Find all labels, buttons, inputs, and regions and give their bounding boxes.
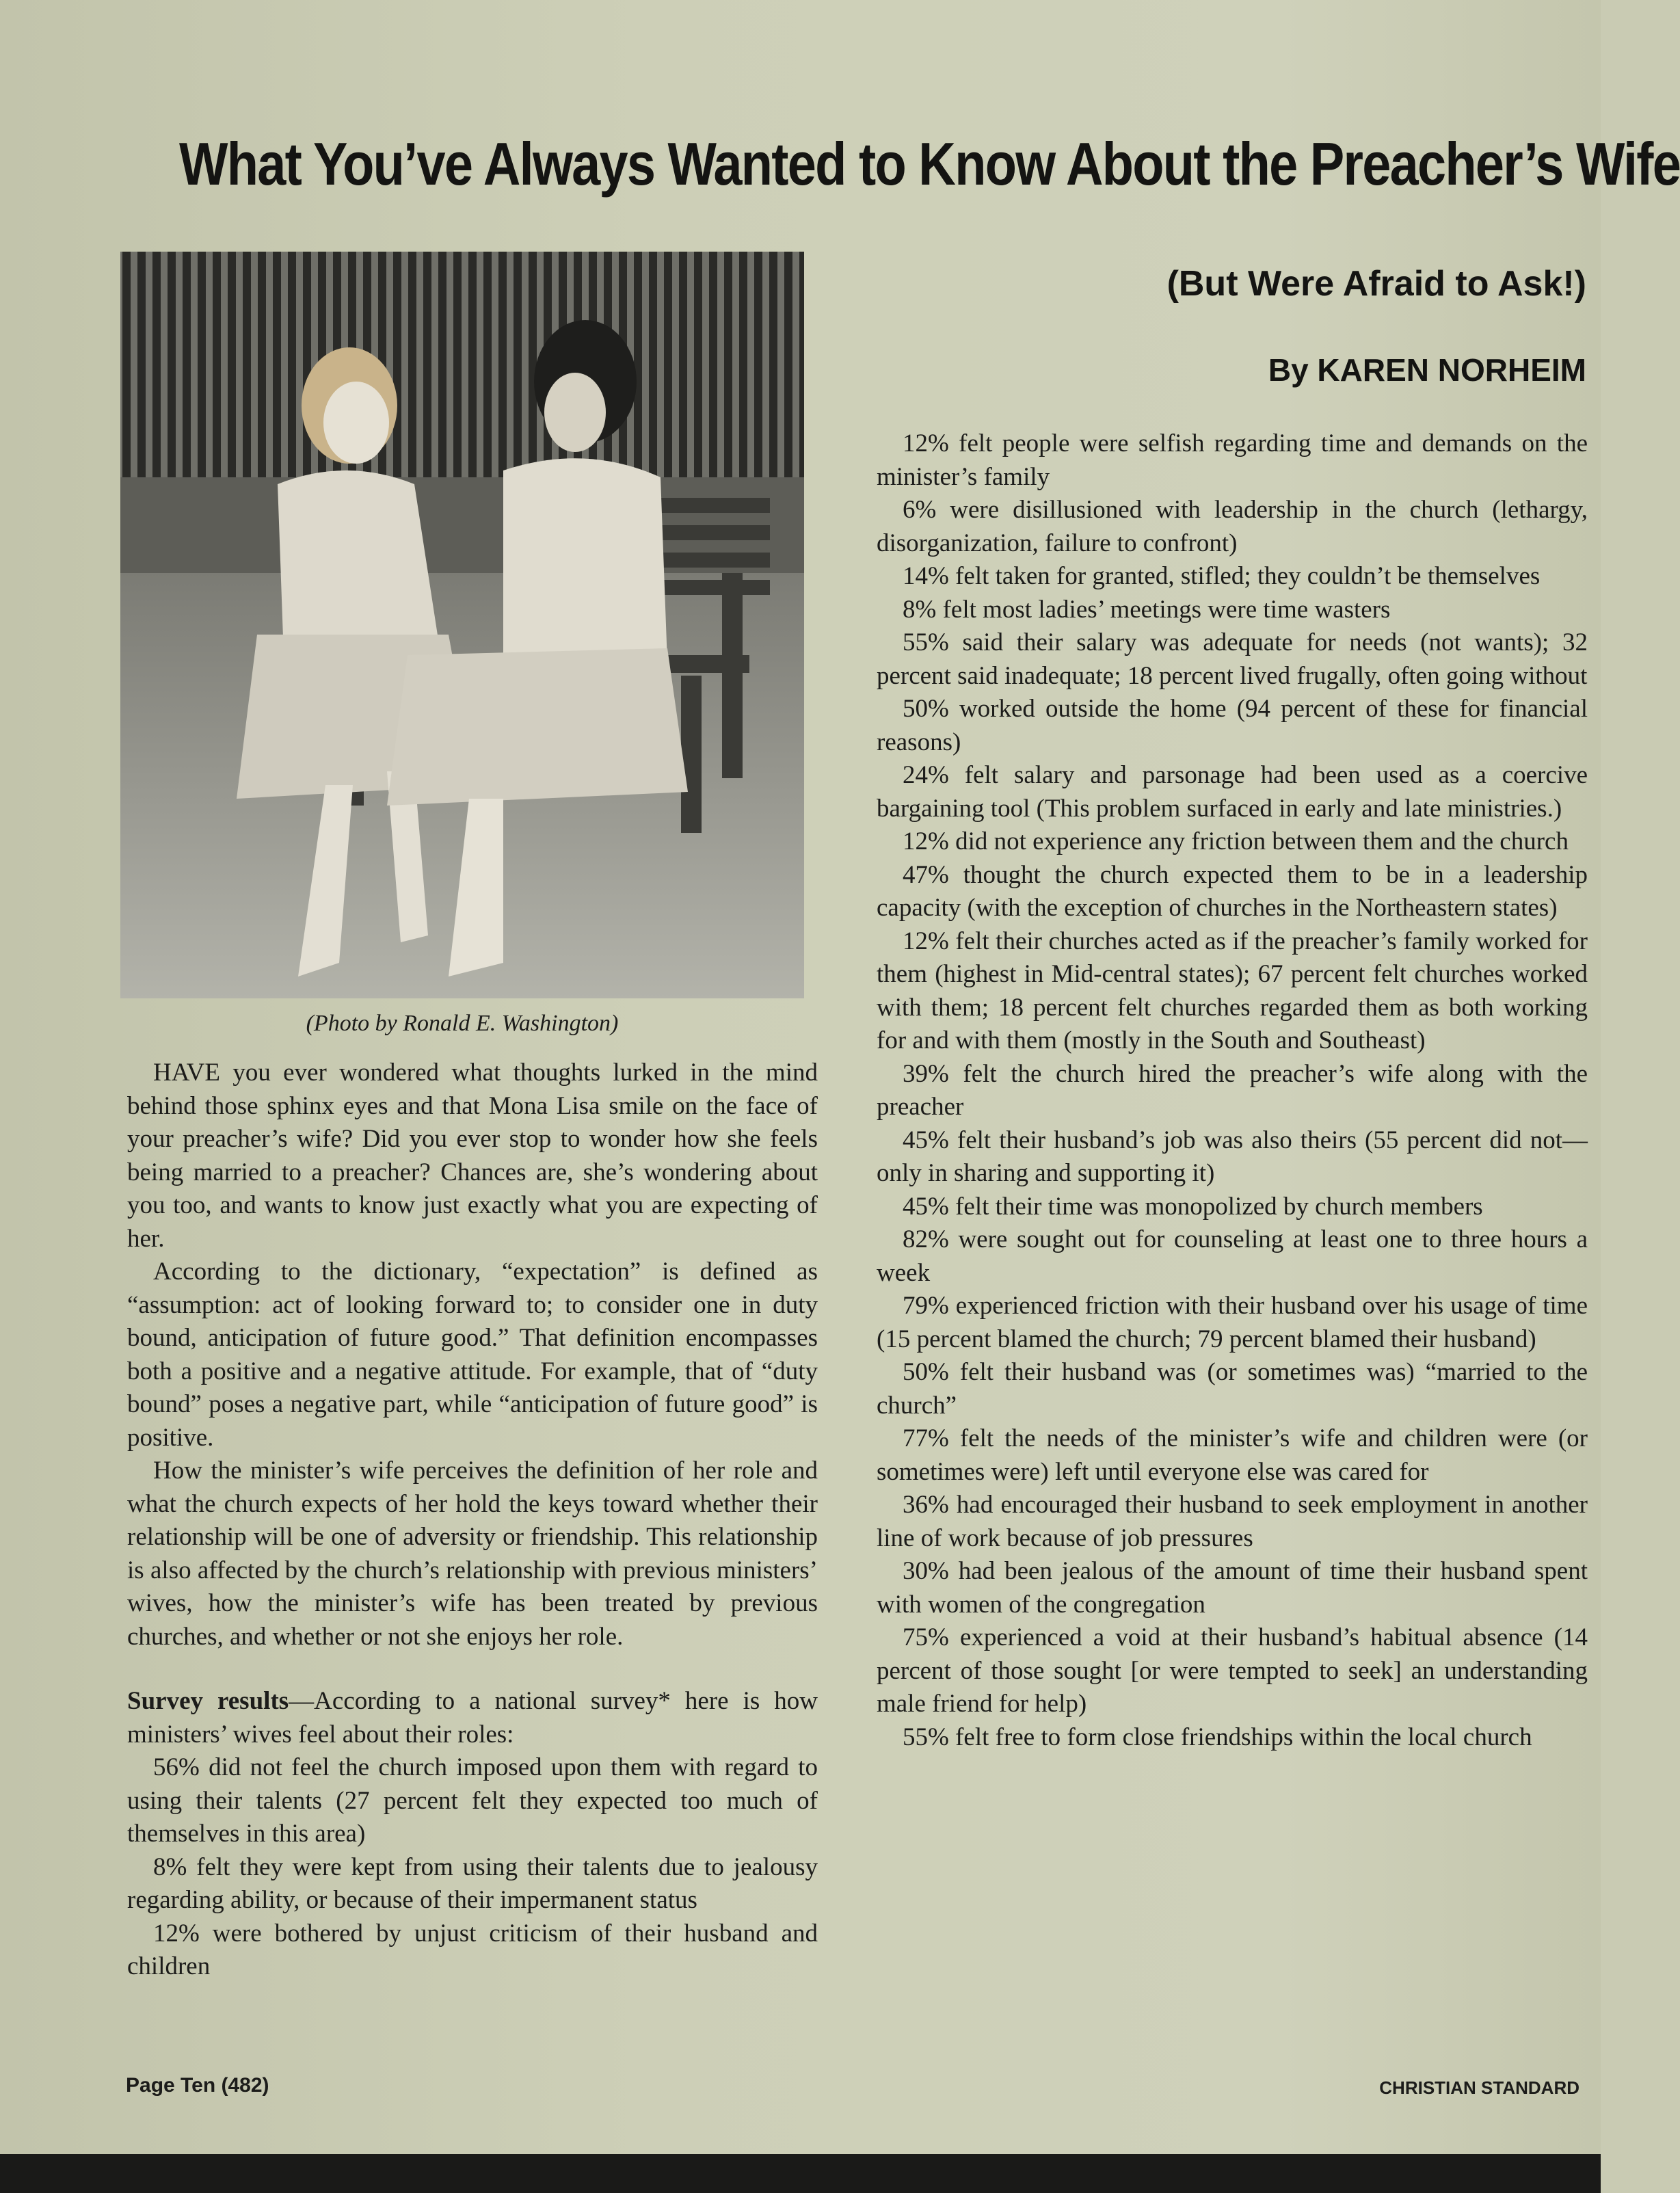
survey-intro-text: —According to a national survey* here is how ministers’ wives feel about their roles: bbox=[127, 1687, 818, 1749]
survey-item: 82% were sought out for counseling at least one to three hours a week bbox=[877, 1225, 1588, 1287]
article-byline: By KAREN NORHEIM bbox=[1268, 352, 1586, 388]
survey-item: 12% felt people were selfish regarding time and demands on the minister’s family bbox=[877, 429, 1588, 491]
relationship-paragraph: How the minister’s wife perceives the definition of her role and what the church expects of her hold the keys toward whether their relationship will be one of adversity or friendship. This relationship is also affected by the church’s relationship with previous ministers’ wives, how the minister’s wife has been treated by previous churches, and whether or not she enjoys her role. bbox=[127, 1457, 818, 1651]
left-column bbox=[127, 1056, 818, 1984]
publication-name: CHRISTIAN STANDARD bbox=[1379, 2077, 1579, 2098]
survey-item: 77% felt the needs of the minister’s wife and children were (or sometimes were) left until everyone else was cared for bbox=[877, 1424, 1588, 1486]
survey-item: 39% felt the church hired the preacher’s wife along with the preacher bbox=[877, 1059, 1588, 1121]
survey-item: 30% had been jealous of the amount of time their husband spent with women of the congregation bbox=[877, 1557, 1588, 1619]
article-photo bbox=[120, 252, 804, 998]
photo-caption: (Photo by Ronald E. Washington) bbox=[306, 1011, 619, 1036]
survey-item: 12% felt their churches acted as if the preacher’s family worked for them (highest in Mid-central states); 67 percent felt churches worked with them; 18 percent felt churches regarded them as both working for and with them (mostly in the South and Southeast) bbox=[877, 927, 1588, 1054]
survey-item: 55% felt free to form close friendships within the local church bbox=[903, 1723, 1532, 1751]
survey-item: 45% felt their time was monopolized by church members bbox=[903, 1192, 1483, 1221]
survey-item: 47% thought the church expected them to be in a leadership capacity (with the exception of churches in the Northeastern states) bbox=[877, 860, 1588, 922]
survey-item: 50% felt their husband was (or sometimes was) “married to the church” bbox=[877, 1358, 1588, 1420]
intro-paragraph: HAVE you ever wondered what thoughts lurked in the mind behind those sphinx eyes and that Mona Lisa smile on the face of your preacher’s wife? Did you ever stop to wonder how she feels being married to a preacher? Chances are, she’s wondering about you too, and wants to know just exactly what you are expecting of her. bbox=[127, 1059, 818, 1253]
survey-item: 79% experienced friction with their husband over his usage of time (15 percent blamed the church; 79 percent blamed their husband) bbox=[877, 1292, 1588, 1353]
right-column bbox=[877, 427, 1588, 1754]
survey-item: 8% felt most ladies’ meetings were time wasters bbox=[903, 595, 1391, 624]
definition-paragraph: According to the dictionary, “expectation” is defined as “assumption: act of looking forward to; to consider one in duty bound, anticipation of future good.” That definition encompasses both a positive and a negative attitude. For example, that of “duty bound” poses a negative part, while “anticipation of future good” is positive. bbox=[127, 1258, 818, 1452]
survey-item: 8% felt they were kept from using their talents due to jealousy regarding ability, or because of their impermanent status bbox=[127, 1852, 818, 1914]
survey-item: 14% felt taken for granted, stifled; they couldn’t be themselves bbox=[903, 562, 1541, 590]
survey-item: 12% did not experience any friction between them and the church bbox=[903, 827, 1569, 855]
survey-item: 12% were bothered by unjust criticism of their husband and children bbox=[127, 1919, 818, 1980]
survey-item: 45% felt their husband’s job was also theirs (55 percent did not—only in sharing and supporting it) bbox=[877, 1126, 1588, 1187]
survey-item: 6% were disillusioned with leadership in the church (lethargy, disorganization, failure to confront) bbox=[877, 496, 1588, 557]
survey-heading: Survey results bbox=[127, 1687, 289, 1715]
survey-item: 75% experienced a void at their husband’s habitual absence (14 percent of those sought [or were tempted to seek] an understanding male friend for help) bbox=[877, 1623, 1588, 1718]
survey-item: 56% did not feel the church imposed upon them with regard to using their talents (27 percent felt they expected too much of themselves in this area) bbox=[127, 1753, 818, 1848]
survey-item: 36% had encouraged their husband to seek employment in another line of work because of job pressures bbox=[877, 1491, 1588, 1552]
page-number: Page Ten (482) bbox=[126, 2074, 269, 2097]
survey-item: 24% felt salary and parsonage had been used as a coercive bargaining tool (This problem surfaced in early and late ministries.) bbox=[877, 761, 1588, 823]
survey-item: 55% said their salary was adequate for needs (not wants); 32 percent said inadequate; 18 percent lived frugally, often going without bbox=[877, 628, 1588, 690]
article-subtitle: (But Were Afraid to Ask!) bbox=[1166, 264, 1586, 304]
survey-item: 50% worked outside the home (94 percent of these for financial reasons) bbox=[877, 695, 1588, 756]
article-title: What You’ve Always Wanted to Know About the Preacher’s Wife bbox=[179, 130, 1680, 198]
page-bottom-edge bbox=[0, 2154, 1601, 2193]
survey-intro bbox=[127, 1685, 818, 1751]
photo-illustration bbox=[120, 252, 804, 998]
